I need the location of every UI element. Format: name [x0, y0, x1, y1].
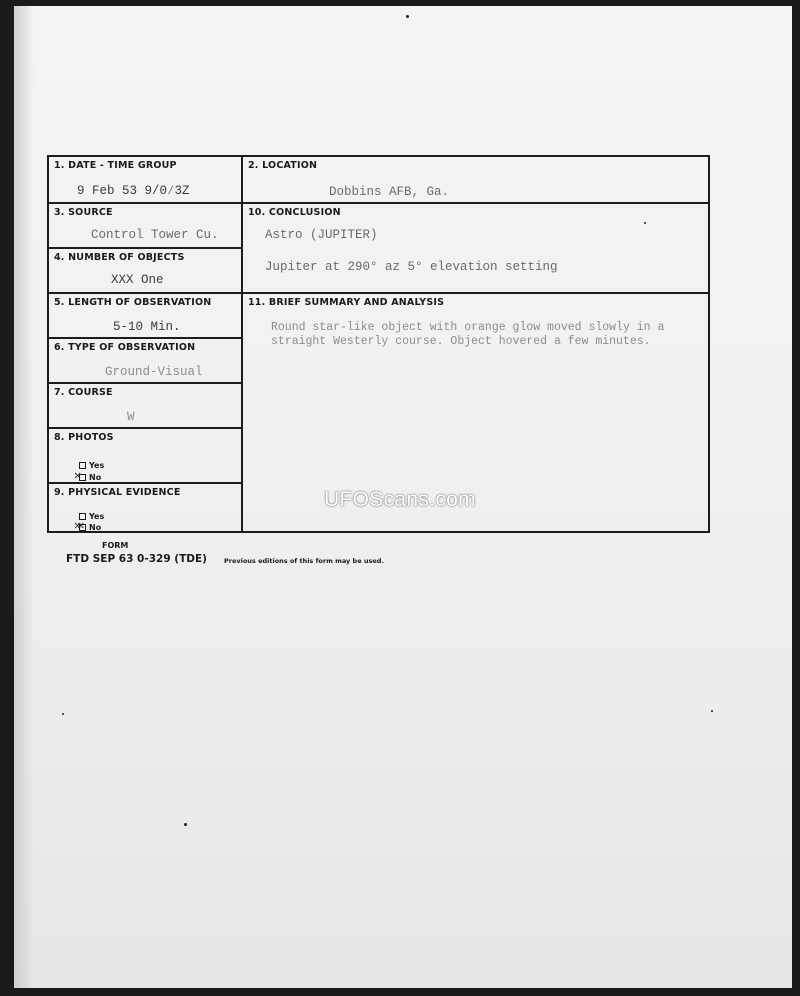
location-cell	[243, 157, 708, 202]
dust-speck	[184, 823, 187, 826]
evidence-no-option: No	[79, 523, 101, 532]
conclusion-cell	[243, 204, 708, 292]
number-of-objects-value: XXX One	[111, 273, 164, 287]
dust-speck	[644, 222, 646, 224]
form-footer	[52, 537, 572, 577]
paper-shadow-edge	[14, 6, 34, 988]
dust-speck	[62, 713, 64, 715]
photos-no-option: No	[79, 473, 101, 482]
photos-yes-option: Yes	[79, 461, 104, 470]
location-value: Dobbins AFB, Ga.	[329, 185, 450, 199]
project-card-form	[47, 155, 710, 533]
dust-speck	[406, 15, 409, 18]
course-cell	[49, 384, 241, 427]
length-of-observation-cell	[49, 294, 241, 337]
summary-line: straight Westerly course. Object hovered a few minutes.	[271, 335, 651, 348]
field-label: 2. LOCATION	[248, 160, 318, 171]
field-label: 10. CONCLUSION	[248, 207, 341, 218]
photos-cell	[49, 429, 241, 482]
watermark: UFOScans.com	[324, 488, 476, 511]
conclusion-value: Astro (JUPITER)	[265, 228, 378, 242]
field-label: 3. SOURCE	[54, 207, 113, 218]
form-number: FTD SEP 63 0-329 (TDE)	[66, 553, 207, 565]
source-value: Control Tower Cu.	[91, 228, 219, 242]
length-of-observation-value: 5-10 Min.	[113, 320, 181, 334]
form-word: FORM	[102, 541, 129, 550]
type-of-observation-cell	[49, 339, 241, 382]
date-time-group-cell	[49, 157, 241, 202]
number-of-objects-cell	[49, 249, 241, 292]
type-of-observation-value: Ground-Visual	[105, 365, 203, 379]
summary-line: Round star-like object with orange glow moved slowly in a	[271, 321, 665, 334]
previous-editions-note: Previous editions of this form may be used.	[224, 557, 384, 565]
physical-evidence-cell	[49, 484, 241, 531]
field-label: 1. DATE - TIME GROUP	[54, 160, 177, 171]
check-mark-icon: ✕✕	[74, 519, 81, 533]
field-label: 7. COURSE	[54, 387, 113, 398]
date-time-value: 9 Feb 53 9/0⁄3Z	[77, 184, 190, 198]
course-value: W	[127, 410, 135, 424]
field-label: 9. PHYSICAL EVIDENCE	[54, 487, 181, 498]
evidence-yes-option: Yes	[79, 512, 104, 521]
source-cell	[49, 204, 241, 247]
field-label: 8. PHOTOS	[54, 432, 114, 443]
conclusion-detail: Jupiter at 290° az 5° elevation setting	[265, 260, 558, 274]
field-label: 5. LENGTH OF OBSERVATION	[54, 297, 212, 308]
check-mark-icon: ✕	[74, 469, 82, 483]
field-label: 4. NUMBER OF OBJECTS	[54, 252, 185, 263]
dust-speck	[711, 710, 713, 712]
field-label: 11. BRIEF SUMMARY AND ANALYSIS	[248, 297, 445, 308]
field-label: 6. TYPE OF OBSERVATION	[54, 342, 196, 353]
